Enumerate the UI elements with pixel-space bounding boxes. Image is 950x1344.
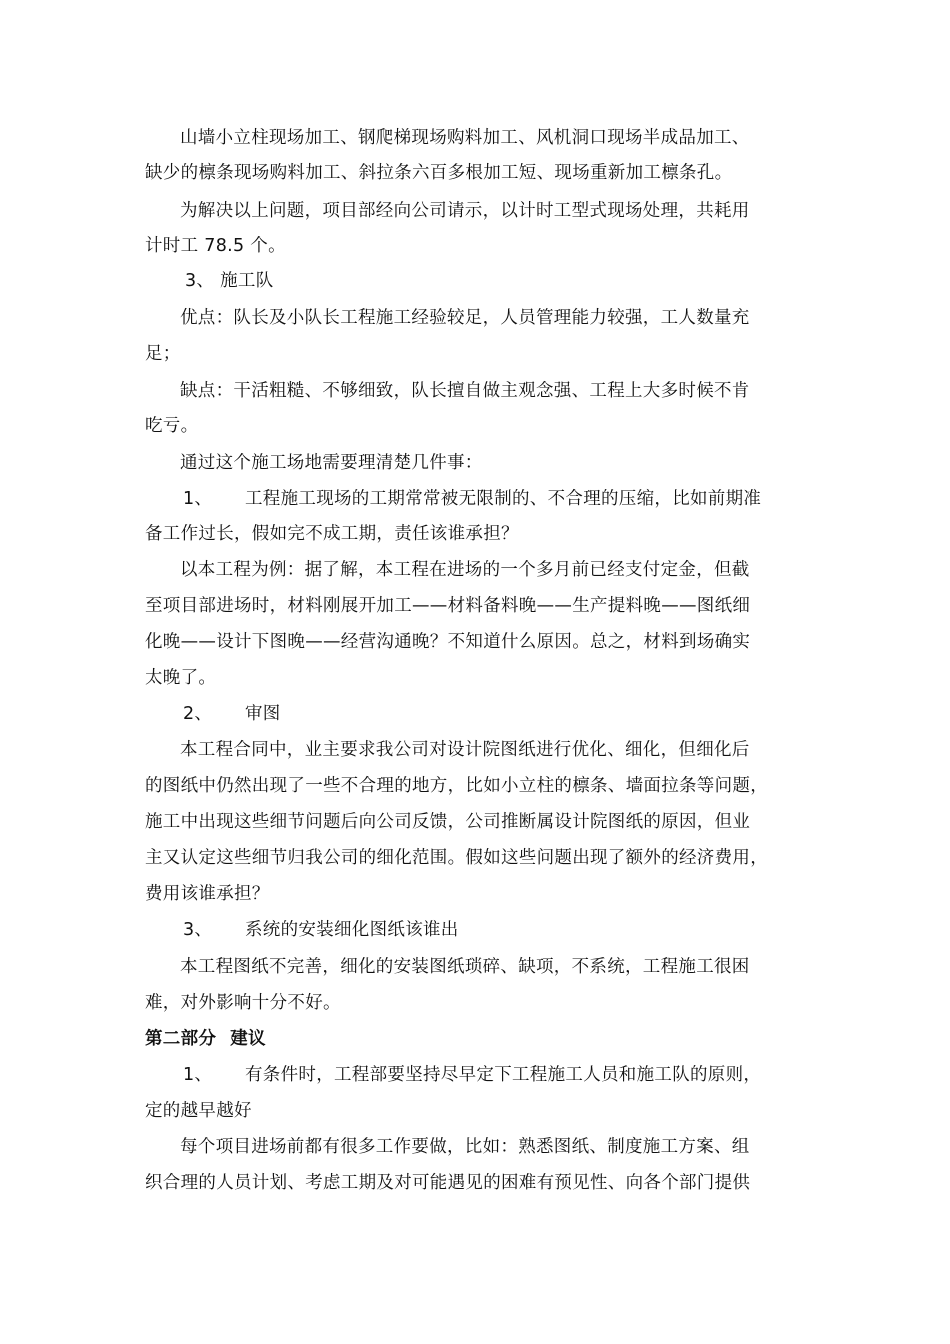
paragraph-line: 主又认定这些细节归我公司的细化范围。假如这些问题出现了额外的经济费用， [145,848,768,868]
numbered-item [0,484,950,514]
item-text: 审图 [245,704,281,724]
part-title: 建议 [230,1029,266,1049]
part-label: 第二部分 [145,1029,217,1049]
paragraph-line: 织合理的人员计划、考虑工期及对可能遇见的困难有预见性、向各个部门提供 [145,1173,751,1193]
paragraph-line: 本工程图纸不完善，细化的安装图纸琐碎、缺项，不系统，工程施工很困 [180,957,750,977]
paragraph-line: 难，对外影响十分不好。 [145,993,341,1013]
item-number: 3、 [183,920,213,940]
section-heading: 3、 施工队 [185,271,274,291]
part-heading [145,1024,266,1054]
paragraph-line: 本工程合同中，业主要求我公司对设计院图纸进行优化、细化，但细化后 [180,740,750,760]
paragraph-line: 山墙小立柱现场加工、钢爬梯现场购料加工、风机洞口现场半成品加工、 [180,128,750,148]
numbered-item [0,915,950,945]
item-text: 有条件时，工程部要坚持尽早定下工程施工人员和施工队的原则， [245,1065,762,1085]
paragraph-line: 计时工 78.5 个。 [145,236,286,256]
paragraph-line: 费用该谁承担？ [145,884,270,904]
item-text: 系统的安装细化图纸该谁出 [245,920,459,940]
paragraph-line: 足； [145,344,181,364]
numbered-item [0,699,950,729]
paragraph-line: 的图纸中仍然出现了一些不合理的地方，比如小立柱的檩条、墙面拉条等问题， [145,776,768,796]
paragraph-line: 优点：队长及小队长工程施工经验较足，人员管理能力较强，工人数量充 [180,308,750,328]
paragraph-line: 至项目部进场时，材料刚展开加工——材料备料晚——生产提料晚——图纸细 [145,596,751,616]
paragraph-line: 为解决以上问题，项目部经向公司请示，以计时工型式现场处理，共耗用 [180,201,750,221]
paragraph-line: 太晚了。 [145,668,217,688]
paragraph-line: 每个项目进场前都有很多工作要做，比如：熟悉图纸、制度施工方案、组 [180,1137,750,1157]
numbered-item [0,1060,950,1090]
item-number: 1、 [183,1065,213,1085]
paragraph-line: 定的越早越好 [145,1101,252,1121]
paragraph-line: 缺少的檩条现场购料加工、斜拉条六百多根加工短、现场重新加工檩条孔。 [145,163,733,183]
paragraph-line: 缺点：干活粗糙、不够细致，队长擅自做主观念强、工程上大多时候不肯 [180,381,750,401]
paragraph-line: 化晚——设计下图晚——经营沟通晚？不知道什么原因。总之，材料到场确实 [145,632,751,652]
paragraph-line: 通过这个施工场地需要理清楚几件事： [180,453,483,473]
item-number: 2、 [183,704,213,724]
paragraph-line: 吃亏。 [145,416,199,436]
paragraph-line: 施工中出现这些细节问题后向公司反馈，公司推断属设计院图纸的原因，但业 [145,812,751,832]
paragraph-line: 备工作过长，假如完不成工期，责任该谁承担？ [145,524,519,544]
item-text: 工程施工现场的工期常常被无限制的、不合理的压缩，比如前期准 [245,489,762,509]
paragraph-line: 以本工程为例：据了解，本工程在进场的一个多月前已经支付定金，但截 [180,560,750,580]
item-number: 1、 [183,489,213,509]
